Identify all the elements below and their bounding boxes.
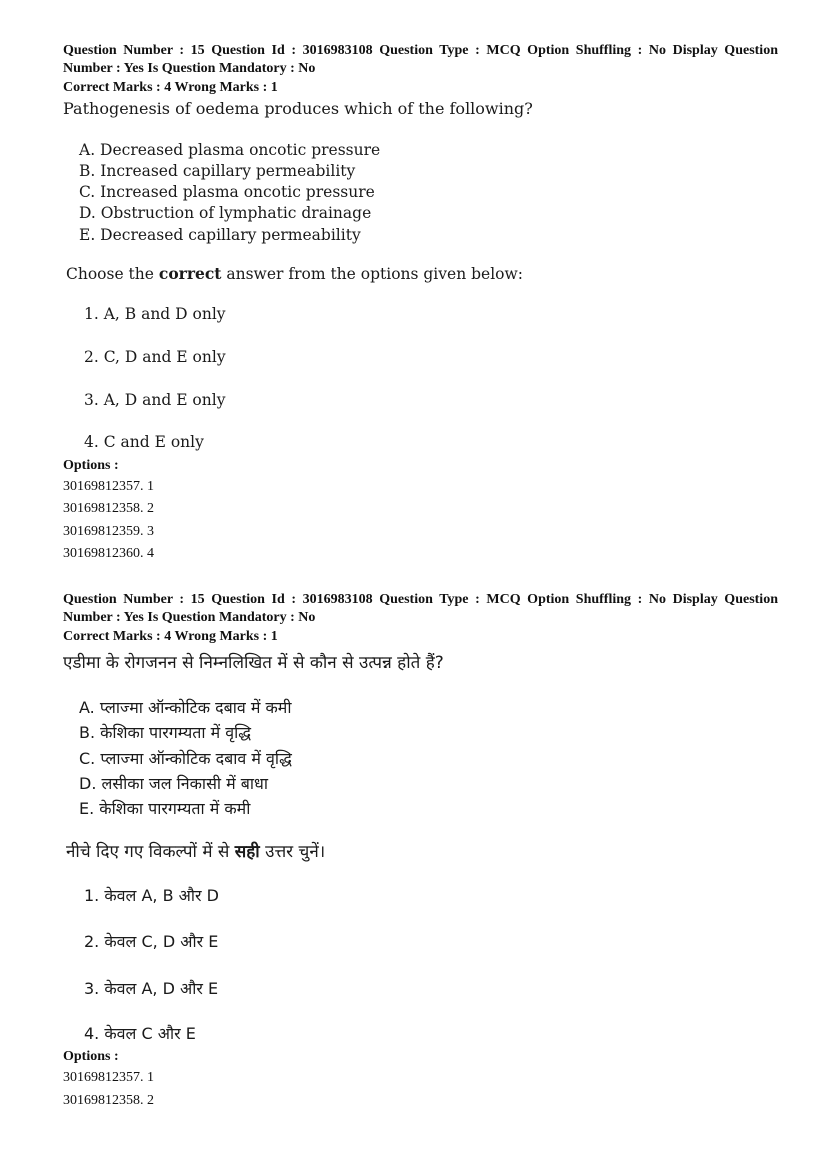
- options-label: Options :: [63, 1049, 119, 1064]
- instruction-emphasis: correct: [158, 264, 222, 283]
- choice-c: C. प्लाज्मा ऑन्कोटिक दबाव में वृद्धि: [79, 749, 292, 768]
- answer-option-4: 4. केवल C और E: [84, 1024, 196, 1043]
- option-id-row: 30169812360. 4: [63, 546, 154, 561]
- question-text: एडीमा के रोगजनन से निम्नलिखित में से कौन से उत्पन्न होते हैं?: [63, 653, 444, 673]
- answer-option-2: 2. केवल C, D और E: [84, 932, 219, 951]
- answer-option-4: 4. C and E only: [84, 433, 204, 451]
- choice-d: D. लसीका जल निकासी में बाधा: [79, 774, 269, 793]
- question-meta-line-1: Question Number : 15 Question Id : 3016983108 Question Type : MCQ Option Shuffling : No Display Question: [63, 43, 778, 58]
- option-id-row: 30169812357. 1: [63, 479, 154, 494]
- question-marks-line: Correct Marks : 4 Wrong Marks : 1: [63, 629, 278, 644]
- choice-d: D. Obstruction of lymphatic drainage: [79, 204, 372, 222]
- option-id-row: 30169812358. 2: [63, 501, 154, 516]
- choice-b: B. Increased capillary permeability: [79, 162, 356, 180]
- option-id-row: 30169812357. 1: [63, 1070, 154, 1085]
- choice-a: A. प्लाज्मा ऑन्कोटिक दबाव में कमी: [79, 698, 292, 717]
- choice-c: C. Increased plasma oncotic pressure: [79, 183, 375, 201]
- answer-instruction: [66, 842, 325, 862]
- choice-e: E. केशिका पारगम्यता में कमी: [79, 799, 251, 818]
- option-id-row: 30169812358. 2: [63, 1093, 154, 1108]
- answer-option-3: 3. A, D and E only: [84, 391, 226, 409]
- choice-e: E. Decreased capillary permeability: [79, 226, 361, 244]
- instruction-suffix: उत्तर चुनें।: [259, 842, 326, 862]
- answer-instruction: [66, 264, 523, 284]
- answer-option-3: 3. केवल A, D और E: [84, 979, 219, 998]
- option-id-row: 30169812359. 3: [63, 524, 154, 539]
- answer-option-1: 1. A, B and D only: [84, 305, 226, 323]
- instruction-suffix: answer from the options given below:: [221, 265, 523, 283]
- question-marks-line: Correct Marks : 4 Wrong Marks : 1: [63, 80, 278, 95]
- instruction-prefix: नीचे दिए गए विकल्पों में से: [66, 842, 235, 862]
- answer-option-2: 2. C, D and E only: [84, 348, 226, 366]
- answer-option-1: 1. केवल A, B और D: [84, 886, 219, 905]
- instruction-emphasis: सही: [234, 842, 260, 862]
- instruction-prefix: Choose the: [66, 265, 159, 283]
- question-meta-line-2: Number : Yes Is Question Mandatory : No: [63, 610, 316, 625]
- question-meta-line-1: Question Number : 15 Question Id : 3016983108 Question Type : MCQ Option Shuffling : No Display Question: [63, 592, 778, 607]
- question-meta-line-2: Number : Yes Is Question Mandatory : No: [63, 61, 316, 76]
- question-text: Pathogenesis of oedema produces which of the following?: [63, 99, 533, 118]
- options-label: Options :: [63, 458, 119, 473]
- choice-b: B. केशिका पारगम्यता में वृद्धि: [79, 723, 252, 742]
- choice-a: A. Decreased plasma oncotic pressure: [79, 141, 381, 159]
